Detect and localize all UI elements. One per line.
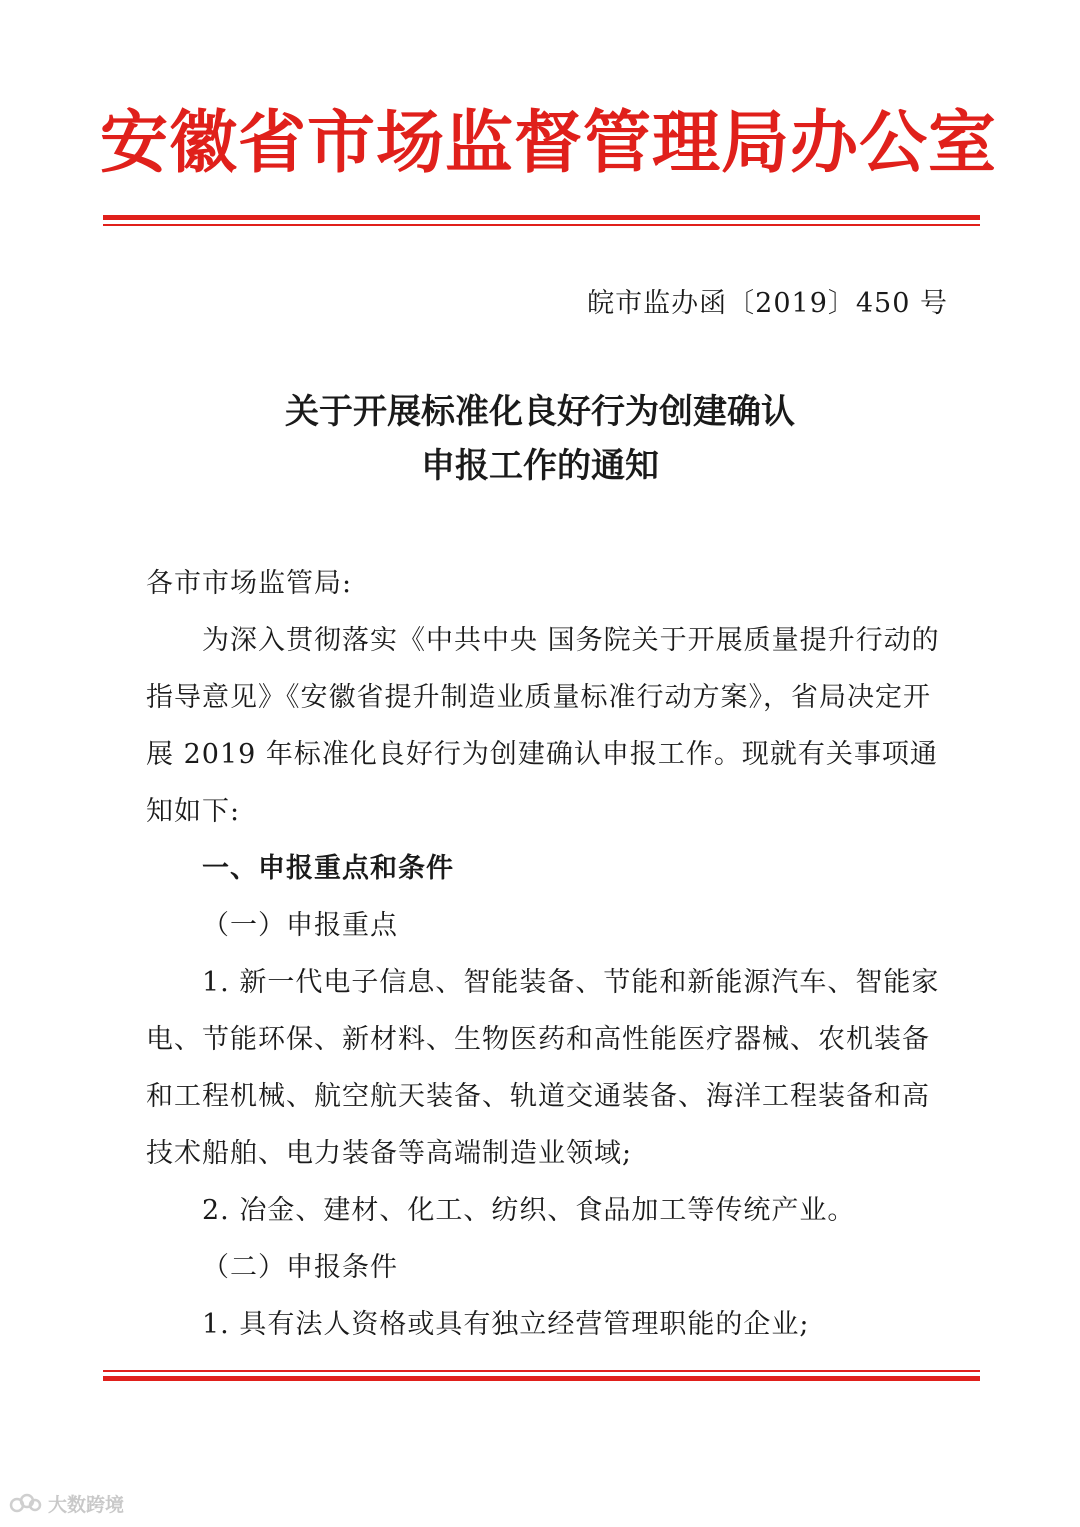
header-rule-thin [103, 224, 980, 226]
list-item: 1. 新一代电子信息、智能装备、节能和新能源汽车、智能家电、节能环保、新材料、生物医药和高性能医疗器械、农机装备和工程机械、航空航天装备、轨道交通装备、海洋工程装备和高技术船舶、电力装备等高端制造业领域; [146, 967, 940, 1169]
intro-paragraph: 为深入贯彻落实《中共中央 国务院关于开展质量提升行动的指导意见》《安徽省提升制造业质量标准行动方案》，省局决定开展 2019 年标准化良好行为创建确认申报工作。现就有关事项通知如下: [146, 625, 940, 827]
cloud-logo-icon [8, 1492, 42, 1514]
title-line-1: 关于开展标准化良好行为创建确认 [285, 392, 795, 432]
title-line-2: 申报工作的通知 [421, 446, 659, 486]
issuer-masthead: 安徽省市场监督管理局办公室 [100, 103, 998, 183]
subsection-heading: （二）申报条件 [202, 1252, 398, 1283]
document-number: 皖市监办函〔2019〕450 号 [587, 288, 948, 319]
watermark [8, 1488, 124, 1518]
list-item: 1. 具有法人资格或具有独立经营管理职能的企业; [202, 1309, 810, 1340]
header-rule-thick [103, 215, 980, 220]
watermark-text: 大数跨境 [48, 1493, 125, 1516]
subsection-heading: （一）申报重点 [202, 910, 398, 941]
footer-rule-thick [103, 1376, 980, 1381]
salutation: 各市市场监管局: [146, 568, 353, 599]
footer-rule-thin [103, 1370, 980, 1372]
document-body [146, 555, 946, 1353]
section-heading: 一、申报重点和条件 [202, 853, 454, 884]
list-item: 2. 冶金、建材、化工、纺织、食品加工等传统产业。 [202, 1195, 856, 1226]
document-title [100, 385, 980, 493]
